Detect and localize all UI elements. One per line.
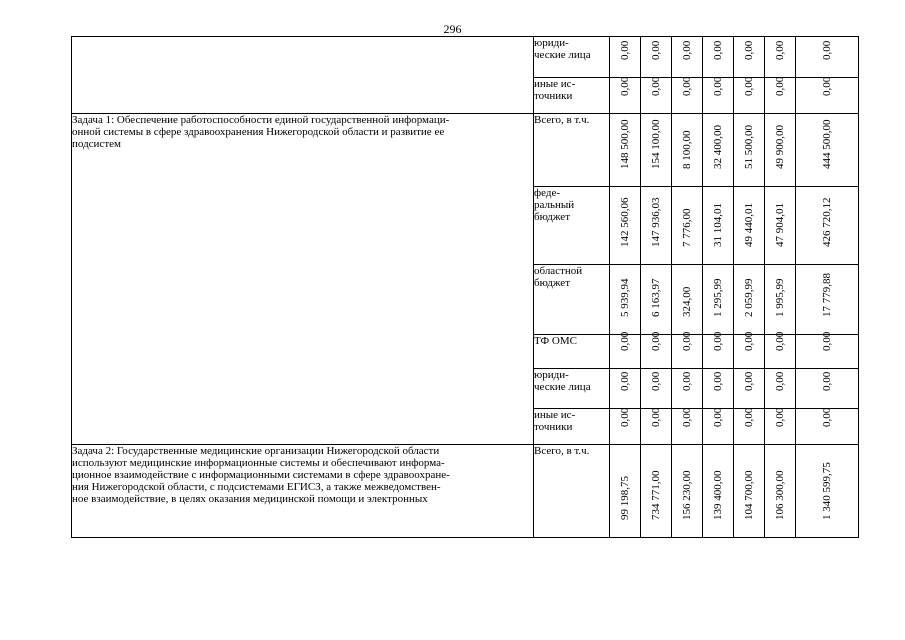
funding-source-cell: юриди- ческие лица: [534, 369, 610, 409]
year-value-cell: [641, 331, 672, 369]
year-value-cell: [641, 187, 672, 265]
year-value-cell: [765, 331, 796, 369]
value-text: 0,00: [743, 76, 755, 96]
task-cell: [72, 37, 534, 114]
value-text: 0,00: [712, 76, 724, 96]
value-text: 0,00: [821, 331, 833, 351]
table-body: [72, 37, 859, 538]
funding-source-cell: иные ис- точники: [534, 78, 610, 114]
value-text: 0,00: [712, 40, 724, 60]
value-text: 0,00: [774, 371, 786, 391]
year-value-cell: [672, 265, 703, 335]
value-text: 0,00: [681, 331, 693, 351]
year-value-cell: [765, 369, 796, 409]
value-text: 444 500,00: [821, 119, 833, 169]
value-text: 8 100,00: [681, 130, 693, 169]
year-value-cell: [734, 78, 765, 114]
value-text: 0,00: [619, 331, 631, 351]
year-value-cell: [734, 445, 765, 538]
table-row: [72, 37, 859, 78]
year-value-cell: [703, 78, 734, 114]
value-text: 7 776,00: [681, 208, 693, 247]
value-text: 734 771,00: [650, 470, 662, 520]
value-text: 47 904,01: [774, 203, 786, 247]
value-text: 31 104,01: [712, 203, 724, 247]
total-value-cell: [796, 78, 859, 114]
value-text: 0,00: [743, 407, 755, 427]
year-value-cell: [641, 265, 672, 335]
funding-source-cell: феде- ральный бюджет: [534, 187, 610, 265]
value-text: 0,00: [619, 40, 631, 60]
year-value-cell: [703, 187, 734, 265]
value-text: 32 400,00: [712, 125, 724, 169]
value-text: 104 700,00: [743, 470, 755, 520]
value-text: 0,00: [619, 76, 631, 96]
value-text: 426 720,12: [821, 197, 833, 247]
table-row: [72, 445, 859, 538]
value-text: 142 560,06: [619, 197, 631, 247]
year-value-cell: [734, 265, 765, 335]
funding-source-cell: Всего, в т.ч.: [534, 445, 610, 538]
value-text: 0,00: [821, 371, 833, 391]
total-value-cell: [796, 369, 859, 409]
year-value-cell: [703, 331, 734, 369]
value-text: 147 936,03: [650, 197, 662, 247]
funding-source-cell: ТФ ОМС: [534, 335, 610, 369]
year-value-cell: [703, 445, 734, 538]
total-value-cell: [796, 445, 859, 538]
value-text: 1 295,99: [712, 278, 724, 317]
value-text: 0,00: [712, 371, 724, 391]
year-value-cell: [641, 78, 672, 114]
value-text: 0,00: [774, 40, 786, 60]
year-value-cell: [672, 78, 703, 114]
year-value-cell: [672, 37, 703, 78]
table-row: [72, 114, 859, 187]
budget-table: [71, 36, 859, 538]
year-value-cell: [641, 114, 672, 187]
value-text: 51 500,00: [743, 125, 755, 169]
value-text: 0,00: [712, 407, 724, 427]
value-text: 0,00: [774, 407, 786, 427]
year-value-cell: [734, 37, 765, 78]
total-value-cell: [796, 187, 859, 265]
total-value-cell: [796, 265, 859, 335]
total-value-cell: [796, 114, 859, 187]
year-value-cell: [641, 37, 672, 78]
year-value-cell: [610, 187, 641, 265]
year-value-cell: [610, 331, 641, 369]
year-value-cell: [765, 445, 796, 538]
value-text: 0,00: [681, 40, 693, 60]
year-value-cell: [765, 187, 796, 265]
value-text: 0,00: [821, 76, 833, 96]
funding-source-cell: юриди- ческие лица: [534, 37, 610, 78]
year-value-cell: [672, 369, 703, 409]
year-value-cell: [703, 37, 734, 78]
value-text: 0,00: [774, 76, 786, 96]
year-value-cell: [610, 78, 641, 114]
year-value-cell: [765, 409, 796, 445]
year-value-cell: [610, 409, 641, 445]
year-value-cell: [703, 114, 734, 187]
value-text: 0,00: [650, 371, 662, 391]
value-text: 0,00: [650, 331, 662, 351]
value-text: 0,00: [743, 40, 755, 60]
value-text: 156 230,00: [681, 470, 693, 520]
year-value-cell: [641, 369, 672, 409]
value-text: 17 779,88: [821, 273, 833, 317]
year-value-cell: [734, 114, 765, 187]
value-text: 148 500,00: [619, 119, 631, 169]
year-value-cell: [703, 369, 734, 409]
total-value-cell: [796, 409, 859, 445]
funding-source-cell: Всего, в т.ч.: [534, 114, 610, 187]
year-value-cell: [765, 37, 796, 78]
year-value-cell: [672, 445, 703, 538]
total-value-cell: [796, 37, 859, 78]
value-text: 99 198,75: [619, 476, 631, 520]
year-value-cell: [765, 114, 796, 187]
value-text: 0,00: [681, 76, 693, 96]
page-number: 296: [443, 22, 462, 36]
task-cell: Задача 1: Обеспечение работоспособности единой государственной информаци- онной системы в сфере здравоохранения Нижегородской области и развитие ее подсистем: [72, 114, 534, 445]
value-text: 0,00: [821, 407, 833, 427]
year-value-cell: [734, 369, 765, 409]
total-value-cell: [796, 331, 859, 369]
funding-source-cell: областной бюджет: [534, 265, 610, 335]
year-value-cell: [672, 187, 703, 265]
value-text: 0,00: [712, 331, 724, 351]
value-text: 2 059,99: [743, 278, 755, 317]
year-value-cell: [734, 409, 765, 445]
value-text: 1 340 599,75: [821, 462, 833, 520]
value-text: 154 100,00: [650, 119, 662, 169]
value-text: 0,00: [743, 371, 755, 391]
value-text: 0,00: [650, 40, 662, 60]
value-text: 49 900,00: [774, 125, 786, 169]
funding-source-cell: иные ис- точники: [534, 409, 610, 445]
year-value-cell: [765, 265, 796, 335]
value-text: 0,00: [619, 407, 631, 427]
year-value-cell: [610, 114, 641, 187]
year-value-cell: [703, 265, 734, 335]
value-text: 0,00: [821, 40, 833, 60]
value-text: 6 163,97: [650, 278, 662, 317]
value-text: 0,00: [619, 371, 631, 391]
value-text: 0,00: [681, 371, 693, 391]
task-cell: Задача 2: Государственные медицинские организации Нижегородской области используют медицинские информационные системы и обеспечивают информа- ционное взаимодействие с информационными системами в сфере здравоохране- ния Нижегородской области, с подсистемами ЕГИСЗ, а также межведомствен- ное взаимодействие, в целях оказания медицинской помощи и электронных: [72, 445, 534, 538]
value-text: 0,00: [681, 407, 693, 427]
value-text: 0,00: [650, 407, 662, 427]
year-value-cell: [703, 409, 734, 445]
value-text: 0,00: [774, 331, 786, 351]
year-value-cell: [765, 78, 796, 114]
value-text: 324,00: [681, 286, 693, 317]
value-text: 1 995,99: [774, 278, 786, 317]
year-value-cell: [672, 331, 703, 369]
value-text: 0,00: [650, 76, 662, 96]
year-value-cell: [734, 187, 765, 265]
year-value-cell: [641, 445, 672, 538]
value-text: 0,00: [743, 331, 755, 351]
value-text: 139 400,00: [712, 470, 724, 520]
year-value-cell: [672, 409, 703, 445]
year-value-cell: [610, 445, 641, 538]
year-value-cell: [610, 369, 641, 409]
value-text: 49 440,01: [743, 203, 755, 247]
year-value-cell: [610, 37, 641, 78]
value-text: 5 939,94: [619, 278, 631, 317]
year-value-cell: [734, 331, 765, 369]
year-value-cell: [610, 265, 641, 335]
value-text: 106 300,00: [774, 470, 786, 520]
year-value-cell: [641, 409, 672, 445]
year-value-cell: [672, 114, 703, 187]
